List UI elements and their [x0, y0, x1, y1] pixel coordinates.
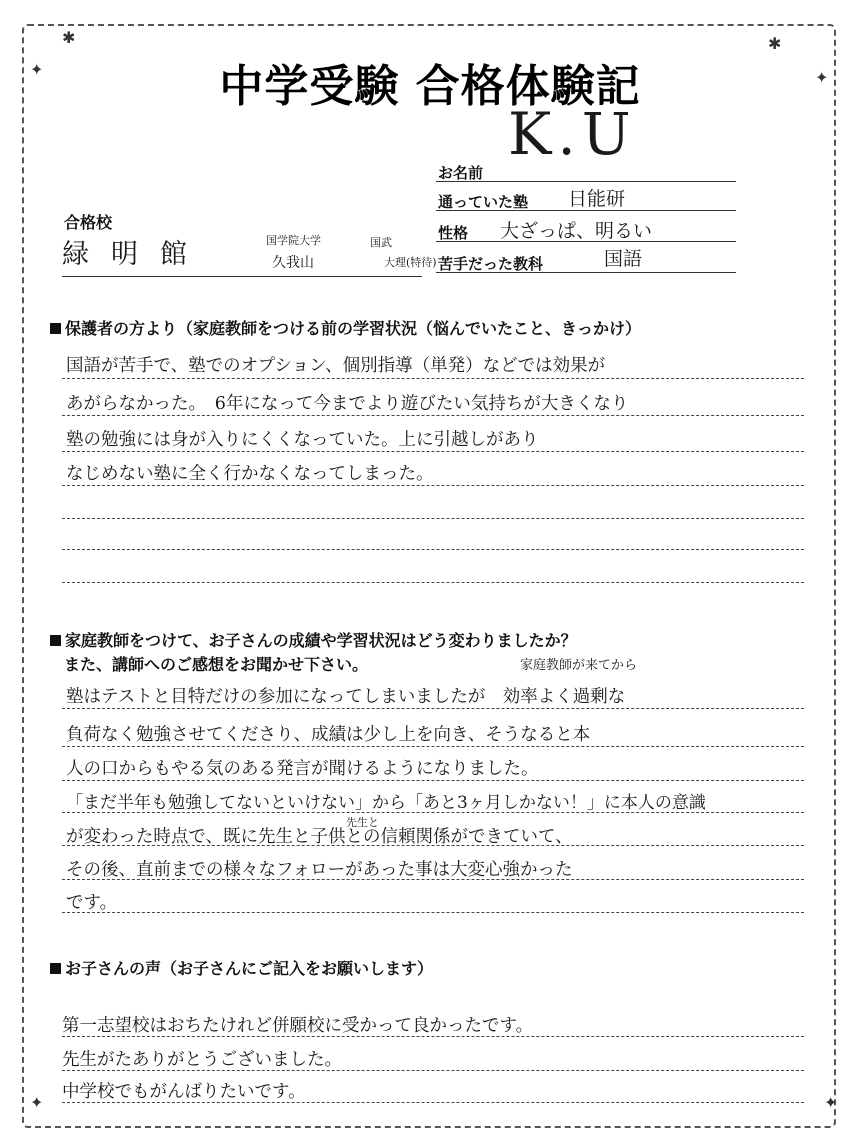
page-title: 中学受験 合格体験記 [219, 61, 641, 112]
school-note: 大理(特待) [384, 256, 437, 269]
section2-line: が変わった時点で、既に先生と子供との信頼関係ができていて、 [66, 827, 573, 847]
writing-line [62, 549, 804, 550]
school-note: 久我山 [272, 255, 314, 271]
section3-line: 第一志望校はおちたけれど併願校に受かって良かったです。 [62, 1016, 534, 1036]
section1-line: 塾の勉強には身が入りにくくなっていた。上に引越しがあり [66, 430, 539, 450]
section3-heading: お子さんの声（お子さんにご記入をお願いします） [50, 956, 433, 979]
section3-line: 先生がたありがとうございました。 [62, 1050, 342, 1070]
weak-subject-line [436, 272, 736, 273]
sparkle-icon: ✱ [768, 34, 782, 53]
section2-subheading: また、講師へのご感想をお聞かせ下さい。 [64, 655, 369, 674]
writing-line [62, 451, 804, 452]
writing-line [62, 518, 804, 519]
section2-line: 「まだ半年も勉強してないといけない」から「あと3ヶ月しかない！」に本人の意識 [66, 793, 706, 813]
sparkle-icon: ✦ [30, 60, 44, 79]
section1-line: 国語が苦手で、塾でのオプション、個別指導（単発）などでは効果が [66, 356, 606, 376]
personality-value: 大ざっぱ、明るい [500, 220, 653, 242]
sparkle-icon: ✦ [824, 1093, 838, 1112]
writing-line [62, 485, 804, 486]
section2-note: 家庭教師が来てから [520, 658, 638, 673]
section2-heading: 家庭教師をつけて、お子さんの成績や学習状況はどう変わりましたか？ [50, 628, 577, 651]
section2-line: 人の口からもやる気のある発言が聞けるようになりました。 [66, 759, 539, 779]
section2-line: その後、直前までの様々なフォローがあった事は大変心強かった [66, 860, 573, 880]
weak-subject-label: 苦手だった教科 [438, 255, 544, 273]
writing-line [62, 378, 804, 379]
cram-value: 日能研 [568, 188, 626, 210]
section1-heading: 保護者の方より（家庭教師をつける前の学習状況（悩んでいたこと、きっかけ） [50, 316, 641, 339]
schools-label: 合格校 [64, 213, 113, 232]
weak-subject-value: 国語 [604, 248, 643, 270]
writing-line [62, 780, 804, 781]
section2-line: です。 [66, 893, 118, 913]
writing-line [62, 746, 804, 747]
writing-line [62, 582, 804, 583]
school-note: 国学院大学 [266, 234, 321, 247]
name-line [436, 181, 736, 182]
section3-line: 中学校でもがんばりたいです。 [62, 1082, 306, 1102]
section2-inline-note: 先生と [346, 816, 379, 829]
name-label: お名前 [438, 164, 484, 182]
personality-label: 性格 [438, 224, 469, 242]
sparkle-icon: ✦ [30, 1093, 44, 1112]
schools-line [62, 276, 422, 277]
writing-line [62, 708, 804, 709]
section1-line: あがらなかった。 6年になって今までより遊びたい気持ちが大きくなり [66, 394, 629, 414]
sparkle-icon: ✱ [62, 28, 76, 47]
section2-line: 負荷なく勉強させてくださり、成績は少し上を向き、そうなると本 [66, 725, 591, 745]
writing-line [62, 415, 804, 416]
name-value: K.U [508, 100, 637, 168]
section2-line: 塾はテストと目特だけの参加になってしまいましたが 効率よく過剰な [66, 687, 626, 707]
cram-label: 通っていた塾 [438, 193, 529, 211]
school-note: 国武 [370, 236, 392, 249]
sparkle-icon: ✦ [815, 68, 829, 87]
writing-line [62, 912, 804, 913]
school-main: 緑明館 [62, 239, 209, 270]
section1-line: なじめない塾に全く行かなくなってしまった。 [66, 464, 434, 484]
